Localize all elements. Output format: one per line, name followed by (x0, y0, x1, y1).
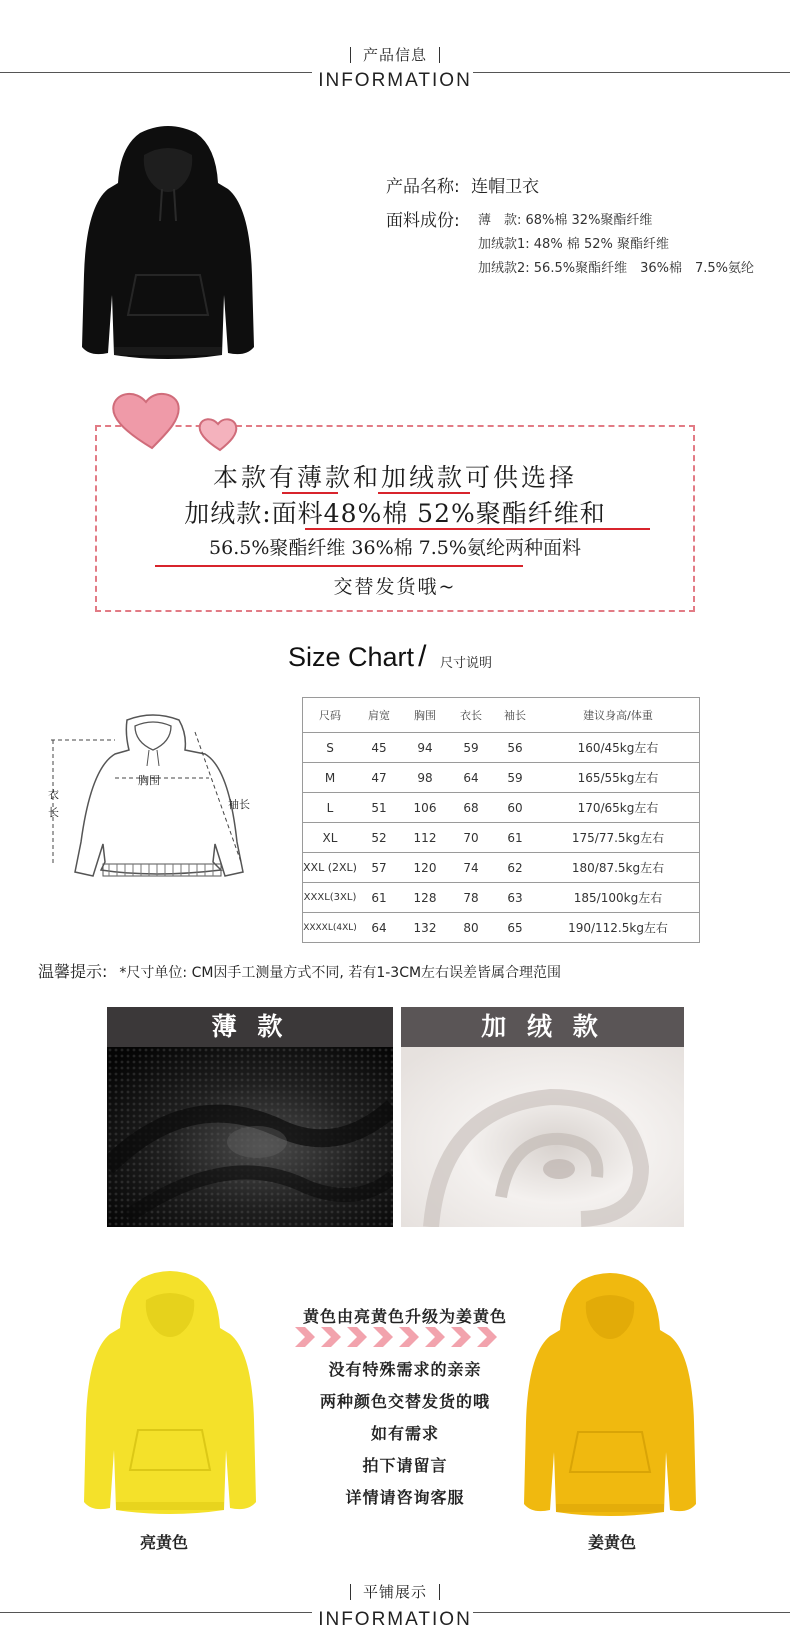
table-cell: 74 (449, 853, 493, 883)
black-hoodie-image (78, 125, 258, 365)
section-header-en: INFORMATION (318, 70, 472, 91)
size-table-header (303, 698, 700, 733)
section-header-cn: 产品信息 (362, 46, 427, 64)
note-line-4: 交替发货哦~ (333, 576, 457, 598)
diagram-label-length: 衣长 (48, 788, 59, 819)
table-row (303, 823, 700, 853)
table-cell: 80 (449, 913, 493, 943)
table-header-cell: 尺码 (303, 698, 358, 733)
table-row (303, 853, 700, 883)
color-note-line: 没有特殊需求的亲亲 (328, 1360, 482, 1379)
table-cell: 185/100kg左右 (537, 883, 700, 913)
color-note-line: 详情请咨询客服 (345, 1488, 465, 1507)
fabric-label: 面料成份: (386, 211, 460, 231)
table-cell: 52 (357, 823, 401, 853)
section-header-cn: 平铺展示 (362, 1583, 427, 1601)
table-cell: 51 (357, 793, 401, 823)
table-cell: XXL (2XL) (303, 853, 358, 883)
size-chart-title: Size Chart / (288, 640, 427, 673)
underline (155, 565, 523, 567)
table-cell: 45 (357, 733, 401, 763)
size-table (302, 697, 700, 943)
bright-yellow-label: 亮黄色 (140, 1533, 189, 1552)
hearts-icon (108, 388, 248, 458)
table-cell: 175/77.5kg左右 (537, 823, 700, 853)
note-line-2: 加绒款:面料48%棉 52%聚酯纤维和 (184, 499, 606, 528)
table-cell: 160/45kg左右 (537, 733, 700, 763)
table-cell: 60 (493, 793, 537, 823)
table-header-cell: 袖长 (493, 698, 537, 733)
ginger-yellow-hoodie-image (520, 1272, 700, 1522)
note-line-3: 56.5%聚酯纤维 36%棉 7.5%氨纶两种面料 (209, 537, 581, 559)
table-cell: 59 (449, 733, 493, 763)
table-cell: 78 (449, 883, 493, 913)
underline (305, 528, 650, 530)
table-cell: 112 (401, 823, 449, 853)
table-cell: 170/65kg左右 (537, 793, 700, 823)
table-row (303, 913, 700, 943)
table-cell: 132 (401, 913, 449, 943)
fabric-thin-header: 薄 款 (107, 1007, 393, 1047)
table-row (303, 793, 700, 823)
table-header-cell: 衣长 (449, 698, 493, 733)
table-cell: 56 (493, 733, 537, 763)
color-note-line: 两种颜色交替发货的哦 (319, 1392, 490, 1411)
fabric-thin-image (107, 1047, 393, 1227)
table-cell: 180/87.5kg左右 (537, 853, 700, 883)
diagram-label-chest: 胸围 (138, 774, 160, 787)
section-header-en: INFORMATION (318, 1609, 472, 1630)
table-cell: L (303, 793, 358, 823)
fabric-line-fleece-2: 加绒款2: 56.5%聚酯纤维 36%棉 7.5%氨纶 (478, 261, 755, 276)
table-cell: 63 (493, 883, 537, 913)
size-tip (38, 959, 561, 982)
product-name-row (386, 172, 539, 197)
table-cell: 64 (357, 913, 401, 943)
table-cell: 128 (401, 883, 449, 913)
table-header-cell: 肩宽 (357, 698, 401, 733)
table-row (303, 733, 700, 763)
section-header-product-info (0, 44, 790, 65)
table-cell: 59 (493, 763, 537, 793)
table-cell: 165/55kg左右 (537, 763, 700, 793)
table-cell: M (303, 763, 358, 793)
tip-label: 温馨提示: (38, 962, 108, 981)
fabric-line-fleece-1: 加绒款1: 48% 棉 52% 聚酯纤维 (478, 237, 669, 252)
tip-text: *尺寸单位: CM因手工测量方式不同, 若有1-3CM左右误差皆属合理范围 (119, 965, 562, 981)
fabric-fleece-image (401, 1047, 684, 1227)
table-cell: 106 (401, 793, 449, 823)
bright-yellow-hoodie-image (80, 1270, 260, 1520)
table-cell: 98 (401, 763, 449, 793)
table-cell: 62 (493, 853, 537, 883)
color-note-line: 拍下请留言 (362, 1456, 448, 1475)
table-row (303, 883, 700, 913)
table-cell: S (303, 733, 358, 763)
section-header-flat-display (0, 1581, 790, 1602)
table-cell: 47 (357, 763, 401, 793)
table-cell: 190/112.5kg左右 (537, 913, 700, 943)
product-name-label: 产品名称: (386, 177, 460, 197)
table-cell: 94 (401, 733, 449, 763)
table-cell: 57 (357, 853, 401, 883)
table-cell: XXXXL(4XL) (303, 913, 358, 943)
size-chart-subtitle: 尺寸说明 (440, 656, 493, 671)
table-cell: 64 (449, 763, 493, 793)
table-cell: 120 (401, 853, 449, 883)
diagram-label-sleeve: 袖长 (228, 798, 250, 811)
table-row (303, 763, 700, 793)
color-note-line: 如有需求 (370, 1424, 439, 1443)
table-cell: 68 (449, 793, 493, 823)
product-name-value: 连帽卫衣 (471, 177, 540, 197)
table-cell: XXXL(3XL) (303, 883, 358, 913)
table-cell: 70 (449, 823, 493, 853)
color-headline: 黄色由亮黄色升级为姜黄色 (302, 1307, 507, 1326)
fabric-line-thin: 薄 款: 68%棉 32%聚酯纤维 (478, 213, 653, 228)
table-cell: XL (303, 823, 358, 853)
table-cell: 61 (493, 823, 537, 853)
table-cell: 65 (493, 913, 537, 943)
ginger-yellow-label: 姜黄色 (588, 1533, 637, 1552)
table-header-cell: 胸围 (401, 698, 449, 733)
chevron-arrows-icon (293, 1325, 515, 1349)
note-line-1: 本款有薄款和加绒款可供选择 (212, 463, 577, 492)
table-header-cell: 建议身高/体重 (537, 698, 700, 733)
table-cell: 61 (357, 883, 401, 913)
fabric-fleece-header: 加 绒 款 (401, 1007, 684, 1047)
